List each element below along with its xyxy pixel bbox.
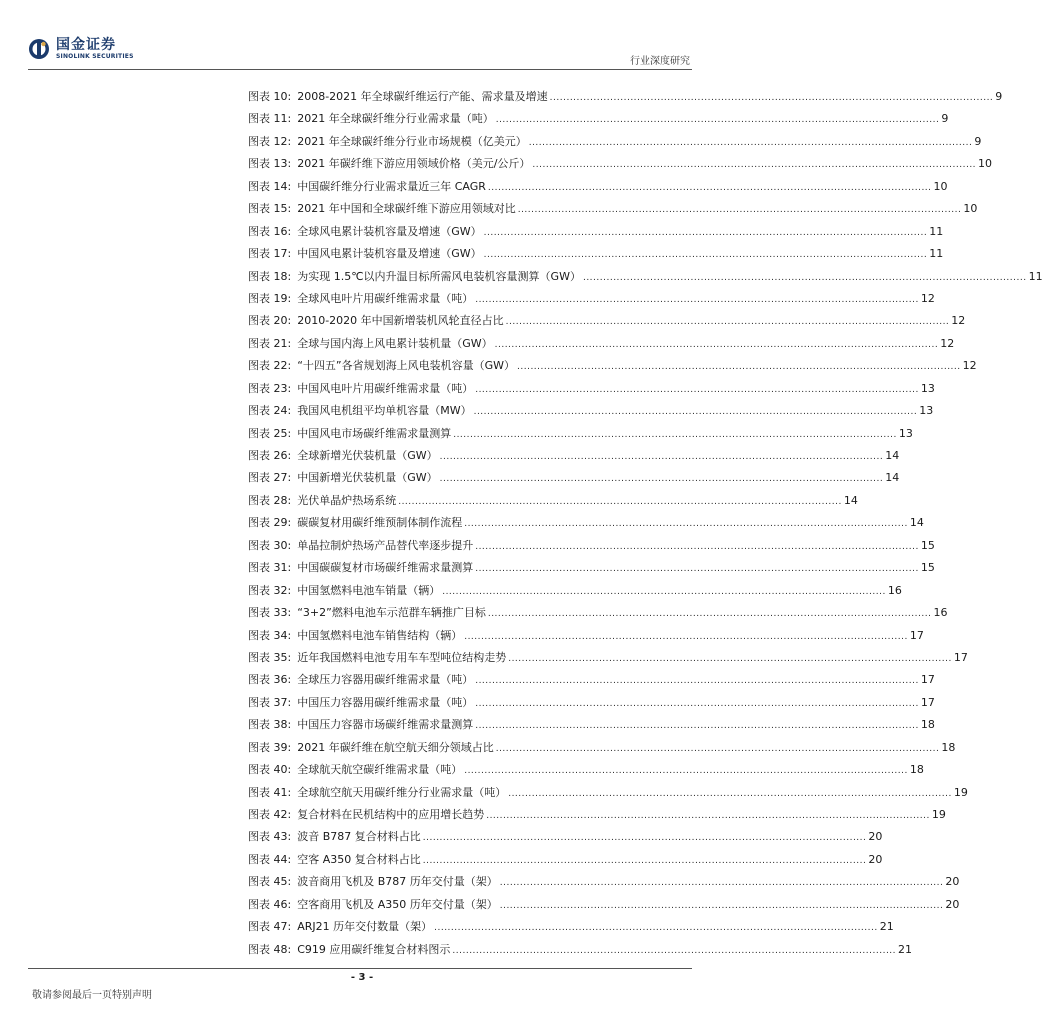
toc-entry-page: 18	[909, 763, 924, 777]
toc-entry-title: ARJ21 历年交付数量（架）	[297, 920, 433, 934]
toc-leader-dots	[508, 651, 952, 664]
toc-entry-title: 空客商用飞机及 A350 历年交付量（架）	[297, 897, 498, 911]
toc-leader-dots	[508, 786, 952, 799]
toc-leader-dots	[475, 539, 919, 552]
toc-entry-page: 17	[909, 628, 924, 642]
toc-entry-label: 图表 33:	[248, 606, 292, 620]
toc-entry-page: 9	[995, 90, 1003, 103]
toc-entry-page: 15	[920, 538, 935, 552]
toc-entry-page: 13	[919, 404, 934, 418]
toc-entry-title: 我国风电机组平均单机容量（MW）	[297, 404, 472, 418]
toc-entry-page: 12	[951, 314, 966, 328]
toc-leader-dots	[475, 718, 919, 731]
toc-entry-page: 17	[920, 673, 935, 687]
toc-leader-dots	[488, 180, 932, 193]
toc-entry-label: 图表 32:	[248, 583, 292, 597]
toc-entry-title: 中国风电叶片用碳纤维需求量（吨）	[297, 381, 474, 395]
sinolink-logo-icon	[28, 38, 50, 60]
toc-entry-label: 图表 20:	[248, 314, 292, 328]
toc-entry-label: 图表 19:	[248, 291, 292, 305]
toc-entry[interactable]	[248, 110, 949, 132]
toc-entry-title: 碳碳复材用碳纤维预制体制作流程	[297, 516, 463, 530]
toc-entry-title: 全球与国内海上风电累计装机量（GW）	[297, 336, 493, 350]
toc-entry[interactable]	[248, 784, 968, 806]
toc-entry[interactable]	[248, 380, 935, 402]
toc-entry-label: 图表 42:	[248, 808, 292, 821]
logo-chinese-name: 国金证券	[56, 37, 116, 53]
toc-entry[interactable]	[248, 851, 883, 873]
toc-leader-dots	[442, 584, 886, 597]
toc-entry[interactable]	[248, 582, 902, 604]
toc-entry-label: 图表 46:	[248, 897, 292, 911]
toc-entry-page: 17	[953, 650, 968, 664]
toc-entry-label: 图表 30:	[248, 538, 292, 552]
toc-entry-title: 全球新增光伏装机量（GW）	[297, 449, 438, 462]
toc-leader-dots	[475, 561, 919, 574]
toc-leader-dots	[529, 135, 973, 148]
header-divider	[28, 69, 692, 70]
toc-entry[interactable]	[248, 649, 968, 671]
toc-entry-page: 13	[920, 381, 935, 395]
toc-entry-label: 图表 38:	[248, 718, 292, 732]
toc-entry-title: 光伏单晶炉热场系统	[297, 493, 397, 507]
toc-entry[interactable]	[248, 469, 900, 491]
toc-leader-dots	[423, 853, 867, 866]
toc-leader-dots	[517, 359, 961, 372]
toc-entry-label: 图表 43:	[248, 830, 292, 844]
toc-entry-label: 图表 48:	[248, 942, 292, 956]
toc-entry-page: 18	[941, 740, 956, 754]
toc-leader-dots	[464, 629, 908, 642]
report-type-label: 行业深度研究	[630, 56, 690, 67]
toc-entry-page: 12	[962, 359, 977, 373]
figure-index-list	[248, 88, 1043, 963]
toc-entry-label: 图表 29:	[248, 516, 292, 530]
toc-entry[interactable]	[248, 312, 966, 334]
toc-entry[interactable]	[248, 806, 946, 828]
disclaimer-note: 敬请参阅最后一页特别声明	[32, 990, 152, 1001]
toc-entry[interactable]	[248, 425, 913, 447]
toc-entry[interactable]	[248, 155, 993, 177]
toc-entry-label: 图表 15:	[248, 202, 292, 216]
toc-entry-label: 图表 39:	[248, 740, 292, 754]
toc-leader-dots	[452, 943, 896, 956]
toc-leader-dots	[475, 292, 919, 305]
toc-leader-dots	[475, 696, 919, 709]
toc-entry[interactable]	[248, 627, 924, 649]
toc-entry-page: 20	[945, 875, 960, 889]
toc-entry[interactable]	[248, 290, 935, 312]
toc-entry-title: 中国压力容器用碳纤维需求量（吨）	[297, 695, 474, 709]
toc-entry-page: 16	[887, 583, 902, 597]
toc-entry-title: 2010-2020 年中国新增装机风轮直径占比	[297, 314, 504, 328]
toc-entry-label: 图表 24:	[248, 404, 292, 418]
toc-entry[interactable]	[248, 873, 960, 895]
toc-entry-page: 12	[920, 291, 935, 305]
toc-entry-page: 11	[929, 247, 944, 261]
toc-entry-page: 10	[963, 202, 978, 216]
toc-entry-label: 图表 44:	[248, 852, 292, 866]
toc-entry-page: 13	[898, 426, 913, 440]
toc-entry[interactable]	[248, 402, 934, 424]
toc-entry[interactable]	[248, 200, 978, 222]
toc-entry-title: 全球航空航天用碳纤维分行业需求量（吨）	[297, 785, 507, 799]
toc-entry-label: 图表 36:	[248, 673, 292, 687]
toc-entry-page: 10	[978, 157, 993, 171]
toc-entry-title: 2021 年全球碳纤维分行业市场规模（亿美元）	[297, 134, 527, 148]
toc-entry-label: 图表 23:	[248, 381, 292, 395]
toc-entry-page: 19	[953, 785, 968, 799]
toc-entry-title: 空客 A350 复合材料占比	[297, 852, 421, 866]
toc-entry-label: 图表 28:	[248, 493, 292, 507]
toc-leader-dots	[434, 920, 878, 933]
toc-entry-label: 图表 18:	[248, 269, 292, 283]
toc-entry[interactable]	[248, 492, 858, 514]
toc-entry-title: 中国碳纤维分行业需求量近三年 CAGR	[297, 179, 486, 193]
toc-entry[interactable]	[248, 178, 948, 200]
toc-leader-dots	[475, 673, 919, 686]
toc-entry-label: 图表 17:	[248, 247, 292, 261]
toc-entry[interactable]	[248, 941, 913, 963]
toc-leader-dots	[475, 382, 919, 395]
footer-divider	[28, 968, 692, 969]
toc-entry-title: 2021 年全球碳纤维分行业需求量（吨）	[297, 112, 494, 126]
toc-leader-dots	[532, 157, 976, 170]
toc-leader-dots	[464, 516, 908, 529]
toc-leader-dots	[464, 763, 908, 776]
toc-entry-label: 图表 14:	[248, 179, 292, 193]
toc-entry[interactable]	[248, 671, 935, 693]
toc-entry-page: 20	[945, 897, 960, 911]
toc-entry-title: 中国氢燃料电池车销售结构（辆）	[297, 628, 463, 642]
toc-entry[interactable]	[248, 447, 900, 469]
toc-leader-dots	[423, 830, 867, 843]
toc-entry-title: 中国氢燃料电池车销量（辆）	[297, 583, 441, 597]
toc-entry[interactable]	[248, 357, 977, 379]
toc-entry-label: 图表 11:	[248, 112, 292, 126]
toc-entry-page: 10	[933, 179, 948, 193]
toc-leader-dots	[440, 471, 884, 484]
toc-leader-dots	[484, 225, 928, 238]
toc-leader-dots	[440, 449, 884, 462]
toc-leader-dots	[500, 875, 944, 888]
toc-leader-dots	[583, 270, 1027, 283]
toc-entry-title: 全球压力容器用碳纤维需求量（吨）	[297, 673, 474, 687]
toc-entry-label: 图表 12:	[248, 134, 292, 148]
toc-entry-label: 图表 45:	[248, 875, 292, 889]
page-number: - 3 -	[350, 972, 374, 983]
toc-entry-page: 20	[868, 830, 883, 844]
toc-entry[interactable]	[248, 335, 955, 357]
toc-entry-label: 图表 35:	[248, 650, 292, 664]
toc-entry-label: 图表 34:	[248, 628, 292, 642]
page-header	[0, 0, 724, 70]
toc-entry-title: 中国风电累计装机容量及增速（GW）	[297, 247, 482, 261]
toc-entry-page: 17	[920, 695, 935, 709]
toc-leader-dots	[453, 427, 897, 440]
toc-entry-title: 全球风电叶片用碳纤维需求量（吨）	[297, 291, 474, 305]
toc-entry[interactable]	[248, 694, 935, 716]
toc-entry-page: 15	[920, 561, 935, 575]
toc-leader-dots	[486, 808, 930, 821]
toc-entry[interactable]	[248, 559, 935, 581]
toc-entry-page: 21	[898, 942, 913, 956]
toc-entry-label: 图表 27:	[248, 471, 292, 485]
toc-entry-title: 波音 B787 复合材料占比	[297, 830, 421, 844]
toc-entry[interactable]	[248, 88, 1003, 110]
toc-entry-label: 图表 41:	[248, 785, 292, 799]
toc-entry-title: 为实现 1.5℃以内升温目标所需风电装机容量测算（GW）	[297, 269, 581, 283]
toc-entry-title: “十四五”各省规划海上风电装机容量（GW）	[297, 359, 515, 373]
toc-entry[interactable]	[248, 537, 935, 559]
toc-entry-page: 20	[868, 852, 883, 866]
toc-entry-label: 图表 22:	[248, 359, 292, 373]
toc-entry[interactable]	[248, 761, 924, 783]
toc-entry-label: 图表 13:	[248, 157, 292, 171]
toc-leader-dots	[550, 90, 994, 103]
toc-entry-label: 图表 10:	[248, 90, 292, 103]
toc-entry[interactable]	[248, 828, 883, 850]
toc-entry[interactable]	[248, 133, 982, 155]
toc-entry-title: 2008-2021 年全球碳纤维运行产能、需求量及增速	[297, 90, 548, 103]
toc-entry-title: 中国风电市场碳纤维需求量测算	[297, 426, 452, 440]
toc-entry-page: 19	[931, 808, 946, 821]
toc-entry[interactable]	[248, 604, 948, 626]
toc-leader-dots	[500, 898, 944, 911]
toc-entry[interactable]	[248, 245, 944, 267]
toc-entry-page: 12	[940, 336, 955, 350]
toc-entry-title: 复合材料在民机结构中的应用增长趋势	[297, 808, 485, 821]
toc-entry[interactable]	[248, 514, 924, 536]
toc-leader-dots	[518, 202, 962, 215]
toc-entry-page: 18	[920, 718, 935, 732]
company-logo	[28, 38, 134, 60]
toc-entry-label: 图表 16:	[248, 224, 292, 238]
toc-entry-label: 图表 31:	[248, 561, 292, 575]
toc-entry-page: 16	[933, 606, 948, 620]
toc-entry[interactable]	[248, 268, 1043, 290]
toc-leader-dots	[474, 404, 918, 417]
toc-entry-title: 近年我国燃料电池专用车车型吨位结构走势	[297, 650, 507, 664]
toc-entry-page: 21	[879, 920, 894, 934]
toc-leader-dots	[496, 741, 940, 754]
toc-entry-label: 图表 40:	[248, 763, 292, 777]
toc-leader-dots	[496, 112, 940, 125]
toc-entry[interactable]	[248, 896, 960, 918]
toc-entry-page: 14	[909, 516, 924, 530]
toc-leader-dots	[488, 606, 932, 619]
logo-english-name: SINOLINK SECURITIES	[56, 53, 134, 60]
toc-entry-title: 单晶拉制炉热场产品替代率逐步提升	[297, 538, 474, 552]
toc-entry-page: 14	[843, 493, 858, 507]
toc-entry[interactable]	[248, 918, 894, 940]
toc-entry-title: 中国新增光伏装机量（GW）	[297, 471, 438, 485]
toc-entry-page: 11	[929, 224, 944, 238]
toc-entry[interactable]	[248, 716, 935, 738]
toc-entry-page: 11	[1028, 269, 1043, 283]
toc-entry-title: 2021 年碳纤维下游应用领域价格（美元/公斤）	[297, 157, 531, 171]
toc-entry-label: 图表 26:	[248, 449, 292, 462]
toc-entry-title: 波音商用飞机及 B787 历年交付量（架）	[297, 875, 498, 889]
toc-leader-dots	[495, 337, 939, 350]
toc-entry-title: 2021 年中国和全球碳纤维下游应用领域对比	[297, 202, 516, 216]
toc-leader-dots	[506, 314, 950, 327]
toc-entry-label: 图表 21:	[248, 336, 292, 350]
toc-entry-page: 14	[885, 449, 900, 462]
toc-entry-title: C919 应用碳纤维复合材料图示	[297, 942, 451, 956]
toc-entry[interactable]	[248, 223, 944, 245]
toc-entry-title: 全球航天航空碳纤维需求量（吨）	[297, 763, 463, 777]
toc-entry-title: 中国碳碳复材市场碳纤维需求量测算	[297, 561, 474, 575]
toc-leader-dots	[484, 247, 928, 260]
toc-entry-page: 9	[974, 134, 982, 148]
toc-entry-page: 14	[885, 471, 900, 485]
toc-entry-label: 图表 37:	[248, 695, 292, 709]
toc-entry-page: 9	[941, 112, 949, 126]
toc-entry-title: “3+2”燃料电池车示范群车辆推广目标	[297, 606, 486, 620]
toc-entry-title: 中国压力容器市场碳纤维需求量测算	[297, 718, 474, 732]
toc-entry-title: 全球风电累计装机容量及增速（GW）	[297, 224, 482, 238]
toc-entry[interactable]	[248, 739, 956, 761]
toc-leader-dots	[398, 494, 842, 507]
toc-entry-label: 图表 25:	[248, 426, 292, 440]
toc-entry-title: 2021 年碳纤维在航空航天细分领域占比	[297, 740, 494, 754]
toc-entry-label: 图表 47:	[248, 920, 292, 934]
